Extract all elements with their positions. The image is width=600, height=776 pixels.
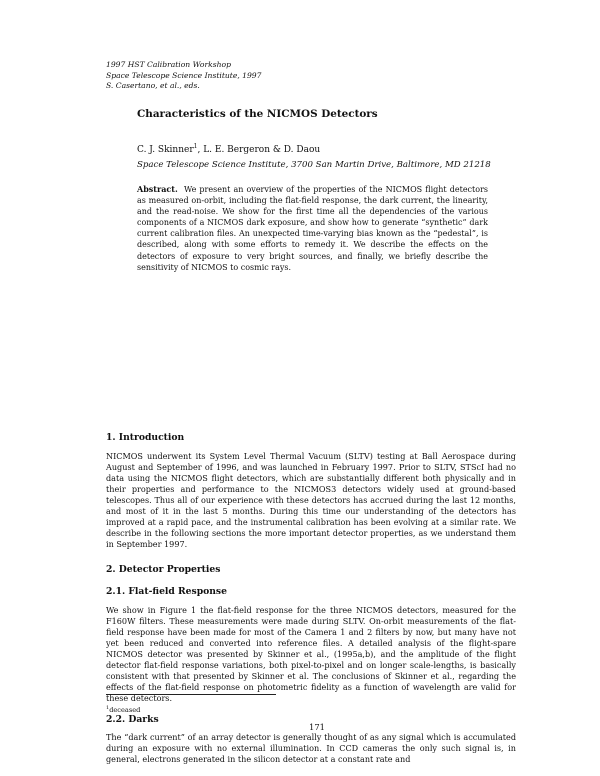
subsection-heading-darks: 2.2. Darks	[106, 714, 159, 725]
flat-field-paragraph: We show in Figure 1 the flat-field response for the three NICMOS detectors, measured for the F160W filters. These measurements were made during SLTV. On-orbit measurements of the flat-field response have been made for most of the Camera 1 and 2 filters by now, but many have not yet been reduced and converted into reference files. A detailed analysis of the flight-spare NICMOS detector was presented by Skinner et al., (1995a,b), and the amplitude of the flight detector flat-field response variations, both pixel-to-pixel and on longer scale-lengths, is basically consistent with that presented by Skinner et al. The conclusions of Skinner et al., regarding the effects of the flat-field response on photometric fidelity as a function of wavelength are valid for these detectors.	[106, 605, 516, 704]
abstract-text: We present an overview of the properties of the NICMOS flight detectors as measured on-orbit, including the flat-field response, the dark current, the linearity, and the read-noise. We show for the first time all the dependencies of the various components of a NICMOS dark exposure, and show how to generate “synthetic” dark current calibration files. An unexpected time-varying bias known as the “pedestal”, is described, along with some efforts to remedy it. We describe the effects on the detectors of exposure to very bright sources, and finally, we briefly describe the sensitivity of NICMOS to cosmic rays.	[137, 185, 488, 272]
running-header	[106, 60, 261, 92]
footnote-text: deceased	[109, 706, 141, 715]
header-line-3: S. Casertano, et al., eds.	[106, 81, 200, 91]
subsection-heading-flat-field: 2.1. Flat-field Response	[106, 586, 227, 597]
introduction-paragraph: NICMOS underwent its System Level Thermal Vacuum (SLTV) testing at Ball Aerospace during August and September of 1996, and was launched in February 1997. Prior to SLTV, STScI had no data using the NICMOS flight detectors, which are substantially different both physically and in their properties and performance to the NICMOS3 detectors widely used at ground-based telescopes. Thus all of our experience with these detectors has accrued during the last 12 months, and most of it in the last 5 months. During this time our understanding of the detectors has improved at a rapid pace, and the instrumental calibration has been evolving at a similar rate. We describe in the following sections the more important detector properties, as we understand them in September 1997.	[106, 451, 516, 550]
header-line-1: 1997 HST Calibration Workshop	[106, 60, 231, 69]
footnote-mark: 1	[106, 705, 110, 711]
abstract-label: Abstract.	[137, 184, 178, 194]
author-list	[137, 143, 320, 155]
author-footnote-mark: 1	[193, 143, 198, 150]
footnote-rule	[106, 694, 276, 695]
footnote	[106, 705, 140, 714]
other-authors: , L. E. Bergeron & D. Daou	[197, 145, 321, 155]
affiliation: Space Telescope Science Institute, 3700 San Martin Drive, Baltimore, MD 21218	[137, 160, 491, 170]
paper-title: Characteristics of the NICMOS Detectors	[137, 108, 378, 120]
section-heading-detector-properties: 2. Detector Properties	[106, 564, 221, 575]
darks-paragraph: The “dark current” of an array detector is generally thought of as any signal which is accumulated during an exposure with no external illumination. In CCD cameras the only such signal is, in general, electrons generated in the silicon detector at a constant rate and	[106, 732, 516, 765]
section-heading-introduction: 1. Introduction	[106, 432, 185, 443]
page-number: 171	[309, 722, 325, 732]
header-line-2: Space Telescope Science Institute, 1997	[106, 70, 262, 80]
first-author: C. J. Skinner	[137, 145, 194, 155]
abstract	[137, 184, 488, 273]
